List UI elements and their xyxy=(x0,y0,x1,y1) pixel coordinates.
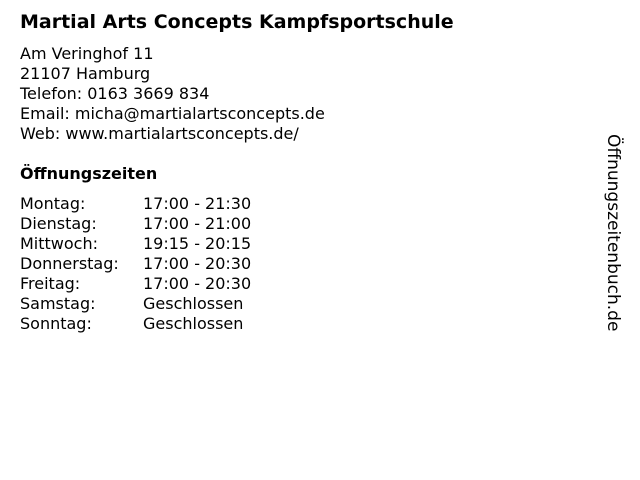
hours-day: Sonntag: xyxy=(20,314,92,333)
hours-time: 17:00 - 20:30 xyxy=(143,254,252,273)
hours-time: 19:15 - 20:15 xyxy=(143,234,252,253)
hours-time: 17:00 - 21:30 xyxy=(143,194,252,213)
hours-time: 17:00 - 20:30 xyxy=(143,274,252,293)
hours-row-saturday xyxy=(20,294,251,314)
hours-row-sunday xyxy=(20,314,251,334)
hours-day: Mittwoch: xyxy=(20,234,98,253)
hours-time: Geschlossen xyxy=(143,294,244,313)
hours-day: Samstag: xyxy=(20,294,96,313)
phone-line: Telefon: 0163 3669 834 xyxy=(20,84,210,103)
hours-day: Montag: xyxy=(20,194,86,213)
brand-watermark: Öffnungszeitenbuch.de xyxy=(603,134,623,332)
city-line: 21107 Hamburg xyxy=(20,64,151,83)
hours-day: Dienstag: xyxy=(20,214,97,233)
hours-row-wednesday xyxy=(20,234,251,254)
hours-table xyxy=(20,194,251,334)
hours-row-thursday xyxy=(20,254,251,274)
street-line: Am Veringhof 11 xyxy=(20,44,154,63)
email-line: Email: micha@martialartsconcepts.de xyxy=(20,104,325,123)
hours-heading: Öffnungszeiten xyxy=(20,164,158,183)
address-block xyxy=(20,44,325,144)
hours-day: Donnerstag: xyxy=(20,254,119,273)
web-line: Web: www.martialartsconcepts.de/ xyxy=(20,124,299,143)
hours-time: 17:00 - 21:00 xyxy=(143,214,252,233)
hours-time: Geschlossen xyxy=(143,314,244,333)
hours-row-friday xyxy=(20,274,251,294)
hours-day: Freitag: xyxy=(20,274,81,293)
hours-row-tuesday xyxy=(20,214,251,234)
business-name: Martial Arts Concepts Kampfsportschule xyxy=(20,11,454,33)
hours-row-monday xyxy=(20,194,251,214)
